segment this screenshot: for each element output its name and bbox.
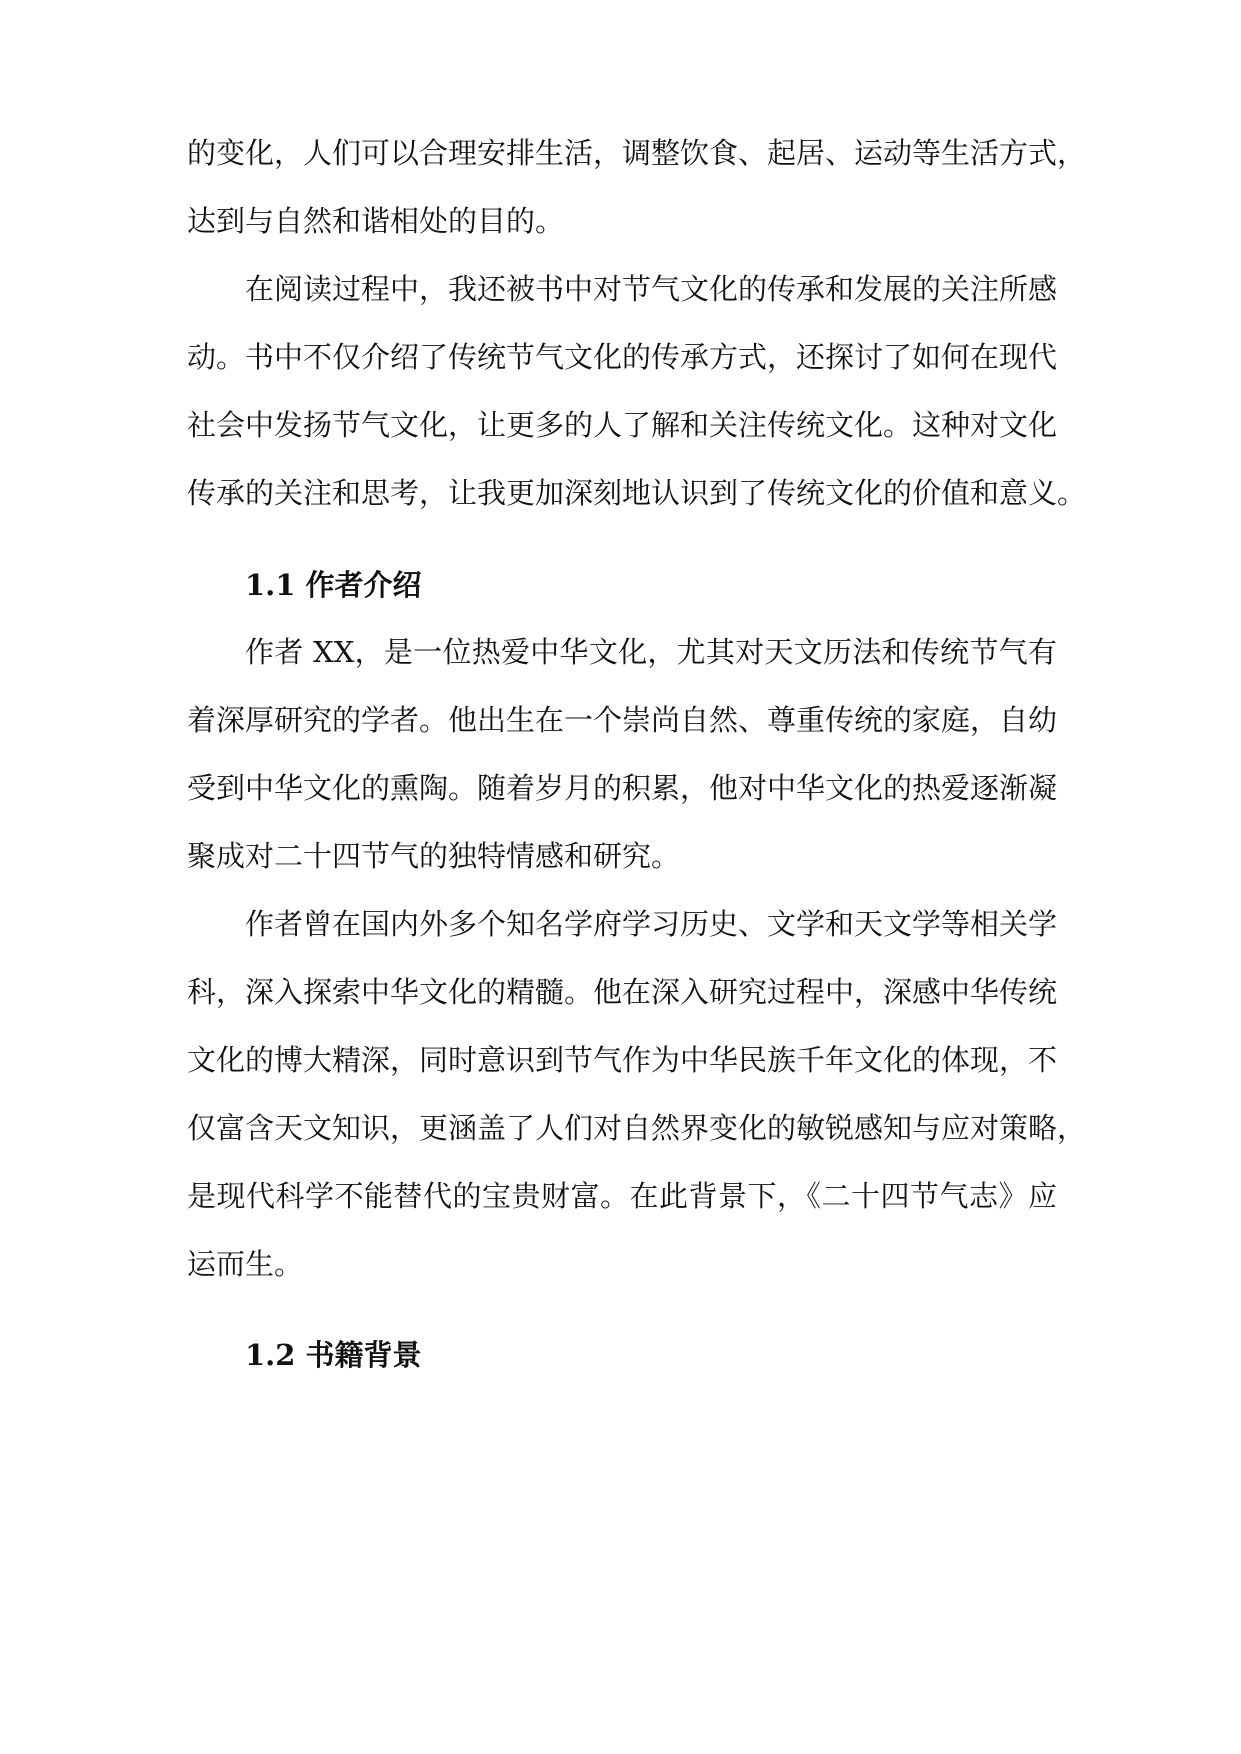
paragraph-3-line-2: 着深厚研究的学者。他出生在一个崇尚自然、尊重传统的家庭，自幼 [187,703,1058,737]
paragraph-1-line-1: 的变化，人们可以合理安排生活，调整饮食、起居、运动等生活方式， [187,136,1087,170]
paragraph-3-line-4: 聚成对二十四节气的独特情感和研究。 [187,839,681,873]
paragraph-4-line-4: 仅富含天文知识，更涵盖了人们对自然界变化的敏锐感知与应对策略， [187,1111,1087,1145]
paragraph-4-line-6: 运而生。 [187,1247,304,1281]
paragraph-2-line-3: 社会中发扬节气文化，让更多的人了解和关注传统文化。这种对文化 [187,408,1058,442]
paragraph-2-line-4: 传承的关注和思考，让我更加深刻地认识到了传统文化的价值和意义。 [187,476,1087,510]
section-heading-author: 1.1 作者介绍 [245,568,422,602]
paragraph-4-line-2: 科，深入探索中华文化的精髓。他在深入研究过程中，深感中华传统 [187,975,1058,1009]
section-heading-book-background: 1.2 书籍背景 [245,1338,422,1372]
paragraph-4-line-5: 是现代科学不能替代的宝贵财富。在此背景下，《二十四节气志》应 [187,1179,1057,1213]
paragraph-2-line-1: 在阅读过程中，我还被书中对节气文化的传承和发展的关注所感 [245,272,1058,306]
paragraph-1-line-2: 达到与自然和谐相处的目的。 [187,204,565,238]
paragraph-4-line-1: 作者曾在国内外多个知名学府学习历史、文学和天文学等相关学 [245,907,1058,941]
paragraph-3-line-3: 受到中华文化的熏陶。随着岁月的积累，他对中华文化的热爱逐渐凝 [187,771,1058,805]
paragraph-3-line-1: 作者 XX，是一位热爱中华文化，尤其对天文历法和传统节气有 [245,635,1057,669]
paragraph-4-line-3: 文化的博大精深，同时意识到节气作为中华民族千年文化的体现，不 [187,1043,1058,1077]
paragraph-2-line-2: 动。书中不仅介绍了传统节气文化的传承方式，还探讨了如何在现代 [187,340,1058,374]
